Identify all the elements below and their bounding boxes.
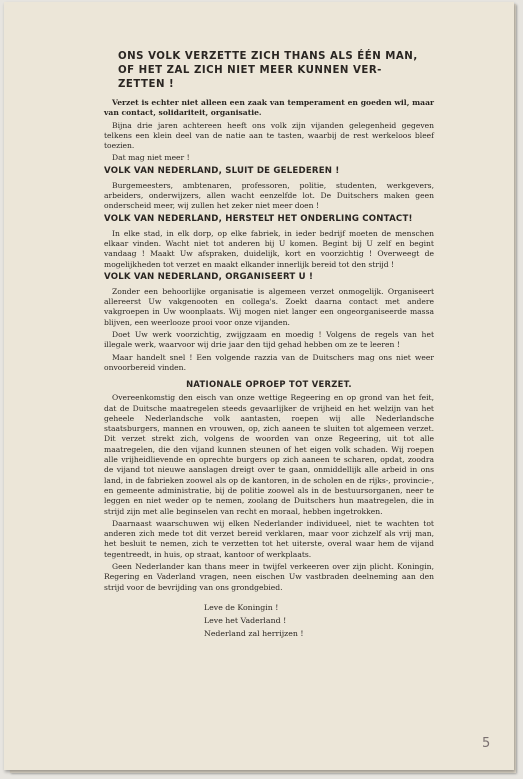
- intro-paragraph-2: Bijna drie jaren achtereen heeft ons volk zijn vijanden gelegenheid gegeven telkens een klein deel van de natie aan te tasten, waarbij de rest werkeloos bleef toezien.: [104, 120, 434, 151]
- slogan-nederland: Nederland zal herrijzen !: [204, 628, 304, 638]
- slogan-koningin: Leve de Koningin !: [204, 602, 279, 612]
- section-title-oproep: NATIONALE OPROEP TOT VERZET.: [186, 379, 352, 390]
- page-number: 5: [482, 736, 491, 751]
- intro-paragraph-1: Verzet is echter niet alleen een zaak van temperament en goeden wil, maar van contact, solidariteit, organisatie.: [104, 98, 434, 118]
- oproep-paragraph-2: Daarnaast waarschuwen wij elken Nederlander individueel, niet te wachten tot anderen zich mede tot dit verzet bereid verklaren, maar voor zichzelf als vrij man, het besluit te nemen, zich te verzetten tot het uiterste, overal waar hem de vijand tegentreedt, in huis, op straat, kantoor of werkplaats.: [104, 518, 434, 559]
- oproep-paragraph-1: Overeenkomstig den eisch van onze wettige Regeering en op grond van het feit, dat de Duitsche maatregelen steeds gevaarlijker de vrijheid en het welzijn van het geheele Nederlandsche volk aantasten, roepen wij alle Nederlandsche staatsburgers, mannen en vrouwen, op, zich aaneen te sluiten tot algemeen verzet. Dit verzet strekt zich, volgens de woorden van onze Regeering, uit tot alle maatregelen, die den vijand kunnen steunen of het eigen volk schaden. Wij roepen alle vrijheidlievende en oprechte burgers op zich aaneen te scharen, opdat, zoodra de vijand tot nieuwe aanslagen dreigt over te gaan, onmiddellijk alle arbeid in ons land, in de fabrieken zoowel als op de kantoren, in de scholen en de rijks-, provincie-, en gemeente administratie, bij de politie zoowel als in de bestuursorganen, neer te leggen en niet weder op te nemen, zoolang de Duitschers hun maatregelen, die in strijd zijn met alle beginselen van recht en moraal, hebben ingetrokken.: [104, 393, 434, 516]
- heading-sluit-gelederen: VOLK VAN NEDERLAND, SLUIT DE GELEDEREN !: [104, 165, 340, 176]
- heading-onderling-contact: VOLK VAN NEDERLAND, HERSTELT HET ONDERLING CONTACT!: [104, 213, 413, 224]
- headline: [118, 50, 434, 92]
- oproep-paragraph-3: Geen Nederlander kan thans meer in twijfel verkeeren over zijn plicht. Koningin, Regering en Vaderland vragen, neen eischen Uw vastbraden deelneming aan den strijd voor de bevrijding van ons grondgebied.: [104, 561, 434, 592]
- paragraph-sluit-gelederen: Burgemeesters, ambtenaren, professoren, politie, studenten, werkgevers, arbeiders, onderwijzers, allen wacht eenzelfde lot. De Duitschers maken geen onderscheid meer, wij zullen het zeker niet meer doen !: [104, 180, 434, 211]
- headline-line-2: OF HET ZAL ZICH NIET MEER KUNNEN VER-: [118, 65, 382, 76]
- heading-organiseert: VOLK VAN NEDERLAND, ORGANISEERT U !: [104, 271, 314, 282]
- document-sheet: [4, 2, 514, 770]
- closing-slogans: [204, 601, 434, 640]
- headline-line-3: ZETTEN !: [118, 79, 175, 90]
- headline-line-1: ONS VOLK VERZETTE ZICH THANS ALS ÉÉN MAN,: [118, 51, 418, 62]
- slogan-vaderland: Leve het Vaderland !: [204, 615, 287, 625]
- paragraph-onderling-contact: In elke stad, in elk dorp, op elke fabriek, in ieder bedrijf moeten de menschen elkaar vinden. Wacht niet tot anderen bij U komen. Begint bij U zelf en begint vandaag ! Maakt Uw afspraken, duidelijk, kort en voorzichtig ! Overweegt de mogelijkheden tot verzet en maakt elkander innerlijk bereid tot den strijd !: [104, 228, 434, 269]
- document-content: [104, 50, 434, 640]
- paragraph-organiseert-2: Doet Uw werk voorzichtig, zwijgzaam en moedig ! Volgens de regels van het illegale werk, waarvoor wij drie jaar den tijd gehad hebben om ze te leeren !: [104, 330, 434, 350]
- paragraph-organiseert-1: Zonder een behoorlijke organisatie is algemeen verzet onmogelijk. Organiseert allereerst Uw vakgenooten en collega's. Zoekt daarna contact met andere vakgroepen in Uw woonplaats. Wij mogen niet langer een ongeorganiseerde massa blijven, een weerlooze prooi voor onze vijanden.: [104, 286, 434, 327]
- paragraph-organiseert-3: Maar handelt snel ! Een volgende razzia van de Duitschers mag ons niet weer onvoorbereid vinden.: [104, 352, 434, 372]
- intro-paragraph-3: Dat mag niet meer !: [112, 153, 190, 163]
